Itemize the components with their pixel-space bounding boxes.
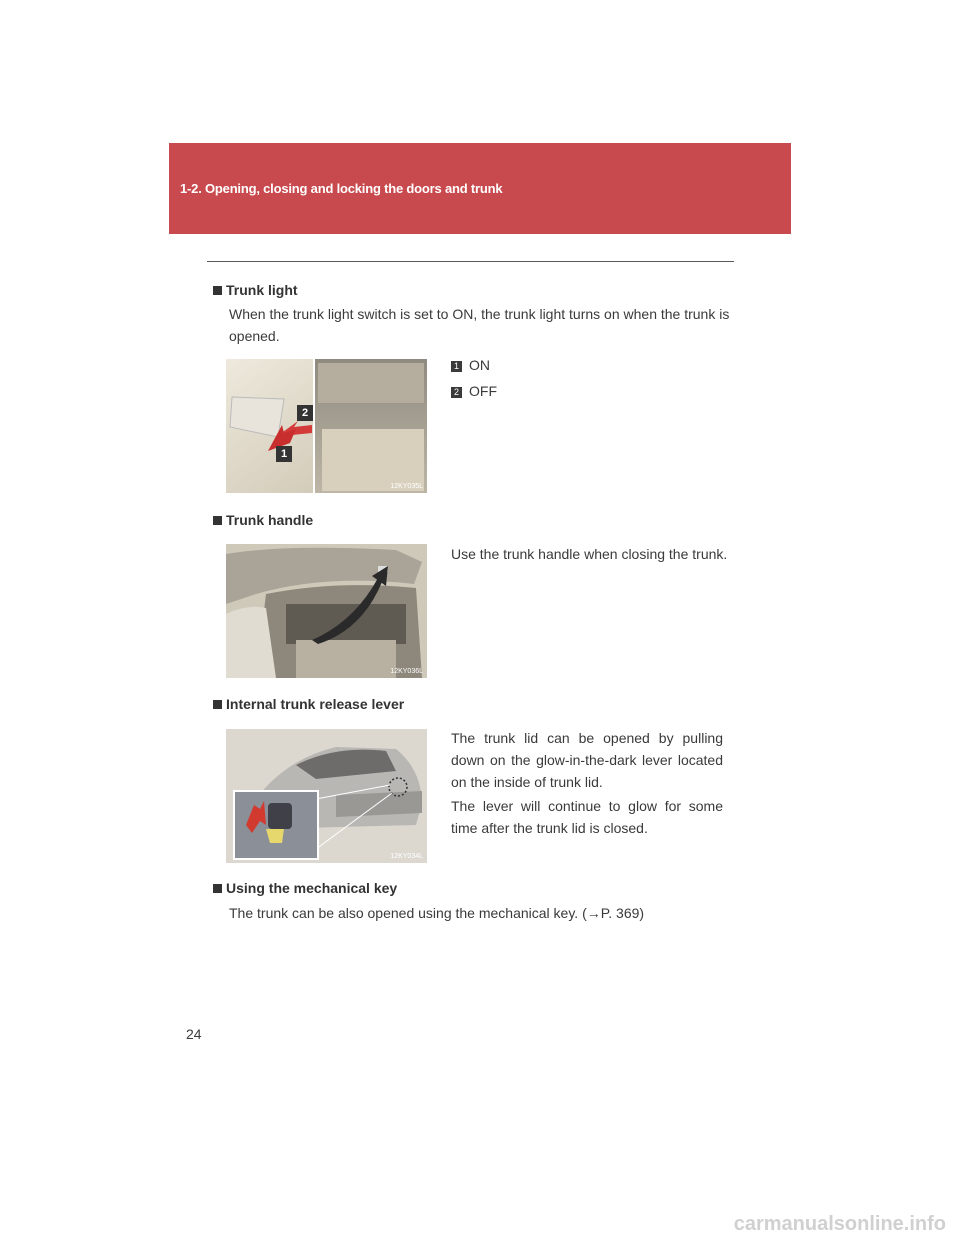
legend-off: 2 OFF [451, 383, 497, 399]
chapter-header-band [169, 143, 791, 234]
release-lever-text-1: The trunk lid can be opened by pulling down on the glow-in-the-dark lever located on the inside of trunk lid. [451, 730, 723, 790]
figure-code: 12KY035L [390, 483, 423, 490]
release-lever-text-2: The lever will continue to glow for some time after the trunk lid is closed. [451, 798, 723, 836]
trunk-light-heading: Trunk light [213, 282, 298, 298]
header-divider [207, 261, 734, 262]
legend-on: 1 ON [451, 357, 490, 373]
callout-1: 1 [276, 446, 292, 462]
mechanical-key-heading: Using the mechanical key [213, 880, 397, 896]
mechanical-key-text: The trunk can be also opened using the mechanical key. (→P. 369) [229, 905, 645, 921]
trunk-handle-illustration [226, 544, 427, 678]
bullet-square-icon [213, 516, 222, 525]
trunk-handle-text: Use the trunk handle when closing the trunk. [451, 546, 728, 562]
callout-2: 2 [297, 405, 313, 421]
figure-code: 12KY036L [390, 668, 423, 675]
trunk-handle-figure [226, 544, 427, 678]
trunk-light-text: When the trunk light switch is set to ON, the trunk light turns on when the trunk is opened. [229, 306, 730, 344]
bullet-square-icon [213, 286, 222, 295]
trunk-handle-heading: Trunk handle [213, 512, 313, 528]
release-lever-figure [226, 729, 427, 863]
bullet-square-icon [213, 700, 222, 709]
trunk-light-illustration [226, 359, 427, 493]
figure-code: 12KY034L [390, 853, 423, 860]
release-lever-illustration [226, 729, 427, 863]
watermark: carmanualsonline.info [733, 1213, 946, 1235]
page-number: 24 [186, 1026, 202, 1042]
release-lever-heading: Internal trunk release lever [213, 696, 404, 712]
chapter-title: 1-2. Opening, closing and locking the doors and trunk [180, 181, 503, 196]
trunk-light-figure [226, 359, 427, 493]
bullet-square-icon [213, 884, 222, 893]
